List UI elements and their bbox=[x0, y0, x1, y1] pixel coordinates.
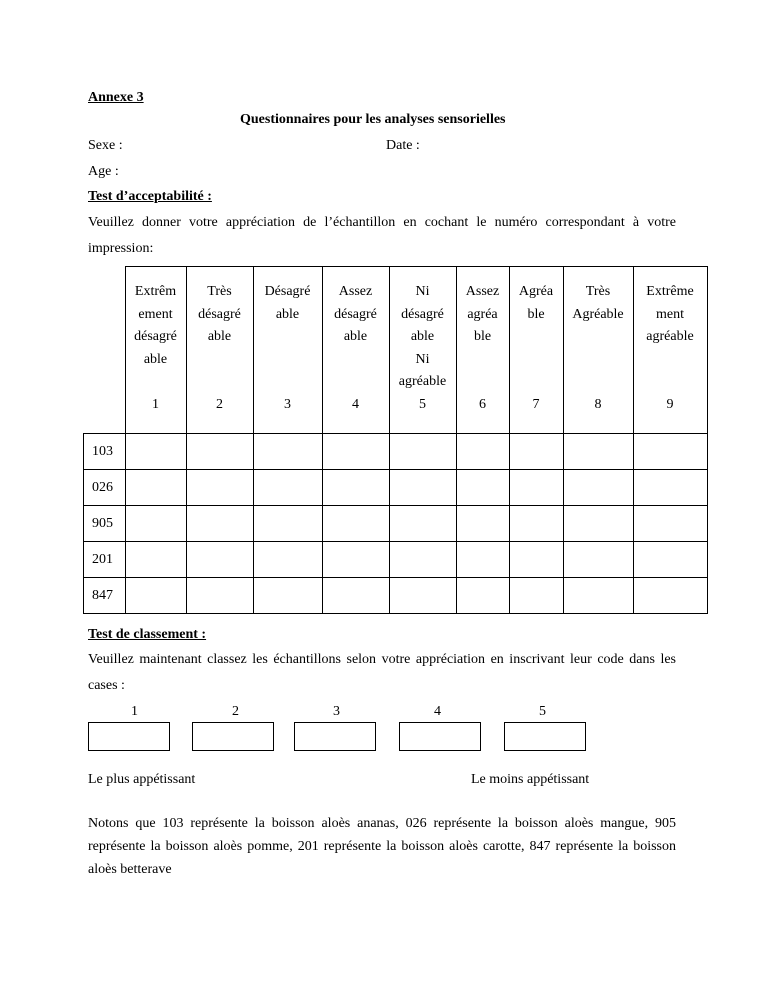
least-appetizing-label: Le moins appétissant bbox=[471, 772, 590, 787]
ranking-instruction: Veuillez maintenant classez les échantillons selon votre appréciation en inscrivant leur code dans les cases : bbox=[88, 652, 676, 693]
rank-input-box-4[interactable] bbox=[399, 722, 481, 751]
scale-label: Extrême ment agréable bbox=[646, 284, 694, 344]
rating-checkbox-cell[interactable] bbox=[253, 434, 322, 470]
scale-header-9 bbox=[633, 267, 707, 434]
rank-number: 1 bbox=[131, 704, 138, 719]
rating-checkbox-cell[interactable] bbox=[563, 434, 633, 470]
rating-checkbox-cell[interactable] bbox=[456, 542, 509, 578]
rating-checkbox-cell[interactable] bbox=[389, 470, 456, 506]
date-label: Date : bbox=[386, 138, 420, 153]
rating-checkbox-cell[interactable] bbox=[186, 542, 253, 578]
scale-header-2 bbox=[186, 267, 253, 434]
sexe-label: Sexe : bbox=[88, 138, 123, 153]
rating-checkbox-cell[interactable] bbox=[322, 578, 389, 614]
rank-input-box-5[interactable] bbox=[504, 722, 586, 751]
scale-header-3 bbox=[253, 267, 322, 434]
rating-checkbox-cell[interactable] bbox=[633, 578, 707, 614]
rating-checkbox-cell[interactable] bbox=[633, 470, 707, 506]
rating-checkbox-cell[interactable] bbox=[389, 542, 456, 578]
scale-header-5 bbox=[389, 267, 456, 434]
rating-checkbox-cell[interactable] bbox=[253, 578, 322, 614]
rating-checkbox-cell[interactable] bbox=[509, 506, 563, 542]
table-row bbox=[84, 578, 708, 614]
scale-label: Très désagré able bbox=[198, 284, 241, 344]
rank-input-box-3[interactable] bbox=[294, 722, 376, 751]
scale-label: Assez agréa ble bbox=[465, 284, 500, 344]
corner-cell bbox=[84, 267, 126, 434]
table-row bbox=[84, 470, 708, 506]
scale-header-6 bbox=[456, 267, 509, 434]
scale-number: 6 bbox=[479, 397, 486, 412]
rating-checkbox-cell[interactable] bbox=[563, 506, 633, 542]
table-row bbox=[84, 542, 708, 578]
rank-number: 3 bbox=[333, 704, 340, 719]
scale-header-7 bbox=[509, 267, 563, 434]
annex-label: Annexe 3 bbox=[88, 90, 144, 105]
rating-checkbox-cell[interactable] bbox=[186, 506, 253, 542]
rating-checkbox-cell[interactable] bbox=[509, 470, 563, 506]
table-row bbox=[84, 434, 708, 470]
rating-checkbox-cell[interactable] bbox=[253, 470, 322, 506]
scale-header-8 bbox=[563, 267, 633, 434]
rating-checkbox-cell[interactable] bbox=[125, 542, 186, 578]
rating-checkbox-cell[interactable] bbox=[563, 542, 633, 578]
scale-number: 8 bbox=[594, 397, 602, 412]
acceptability-heading: Test d’acceptabilité : bbox=[88, 189, 212, 204]
sample-code: 201 bbox=[84, 542, 126, 578]
scale-number: 5 bbox=[419, 397, 426, 412]
rating-checkbox-cell[interactable] bbox=[322, 506, 389, 542]
sample-code: 103 bbox=[84, 434, 126, 470]
rating-checkbox-cell[interactable] bbox=[322, 470, 389, 506]
rating-checkbox-cell[interactable] bbox=[125, 470, 186, 506]
rating-checkbox-cell[interactable] bbox=[456, 470, 509, 506]
scale-number: 3 bbox=[284, 397, 291, 412]
acceptability-table bbox=[83, 266, 708, 614]
rating-checkbox-cell[interactable] bbox=[633, 506, 707, 542]
rating-checkbox-cell[interactable] bbox=[125, 434, 186, 470]
rating-checkbox-cell[interactable] bbox=[633, 542, 707, 578]
table-row bbox=[84, 506, 708, 542]
rating-checkbox-cell[interactable] bbox=[322, 542, 389, 578]
age-label: Age : bbox=[88, 164, 119, 179]
rank-number: 4 bbox=[434, 704, 441, 719]
sample-code: 847 bbox=[84, 578, 126, 614]
rating-checkbox-cell[interactable] bbox=[563, 578, 633, 614]
scale-label: Ni désagré able Ni agréable bbox=[398, 284, 447, 389]
rating-checkbox-cell[interactable] bbox=[563, 470, 633, 506]
most-appetizing-label: Le plus appétissant bbox=[88, 772, 196, 787]
scale-header-4 bbox=[322, 267, 389, 434]
rating-checkbox-cell[interactable] bbox=[186, 578, 253, 614]
rating-checkbox-cell[interactable] bbox=[186, 434, 253, 470]
scale-number: 7 bbox=[532, 397, 540, 412]
rating-checkbox-cell[interactable] bbox=[389, 506, 456, 542]
rating-checkbox-cell[interactable] bbox=[389, 578, 456, 614]
rating-checkbox-cell[interactable] bbox=[509, 578, 563, 614]
rating-checkbox-cell[interactable] bbox=[125, 578, 186, 614]
rank-number: 2 bbox=[232, 704, 239, 719]
rating-checkbox-cell[interactable] bbox=[125, 506, 186, 542]
rating-checkbox-cell[interactable] bbox=[456, 578, 509, 614]
scale-number: 4 bbox=[352, 397, 359, 412]
sample-note: Notons que 103 représente la boisson aloès ananas, 026 représente la boisson aloès mangue, 905 représente la boisson aloès pomme, 201 représente la boisson aloès carotte, 847 représente la boisson aloès betterave bbox=[88, 816, 676, 877]
rating-checkbox-cell[interactable] bbox=[633, 434, 707, 470]
acceptability-instruction: Veuillez donner votre appréciation de l’échantillon en cochant le numéro correspondant à votre impression: bbox=[88, 215, 676, 256]
scale-number: 1 bbox=[152, 397, 159, 412]
scale-label: Assez désagré able bbox=[334, 284, 377, 344]
scale-label: Extrêm ement désagré able bbox=[134, 284, 177, 367]
rating-checkbox-cell[interactable] bbox=[253, 506, 322, 542]
sample-code: 026 bbox=[84, 470, 126, 506]
rating-checkbox-cell[interactable] bbox=[322, 434, 389, 470]
ranking-heading: Test de classement : bbox=[88, 627, 207, 642]
rank-input-box-1[interactable] bbox=[88, 722, 170, 751]
scale-label: Très Agréable bbox=[572, 284, 624, 322]
rating-checkbox-cell[interactable] bbox=[389, 434, 456, 470]
rank-number: 5 bbox=[539, 704, 546, 719]
rating-checkbox-cell[interactable] bbox=[509, 434, 563, 470]
scale-number: 2 bbox=[216, 397, 223, 412]
rating-checkbox-cell[interactable] bbox=[253, 542, 322, 578]
scale-header-1 bbox=[125, 267, 186, 434]
scale-number: 9 bbox=[666, 397, 674, 412]
scale-label: Agréa ble bbox=[518, 284, 554, 322]
rating-checkbox-cell[interactable] bbox=[186, 470, 253, 506]
sample-code: 905 bbox=[84, 506, 126, 542]
rating-checkbox-cell[interactable] bbox=[456, 506, 509, 542]
document-title: Questionnaires pour les analyses sensorielles bbox=[240, 112, 506, 127]
rating-checkbox-cell[interactable] bbox=[456, 434, 509, 470]
rank-input-box-2[interactable] bbox=[192, 722, 274, 751]
scale-label: Désagré able bbox=[264, 284, 311, 322]
rating-checkbox-cell[interactable] bbox=[509, 542, 563, 578]
